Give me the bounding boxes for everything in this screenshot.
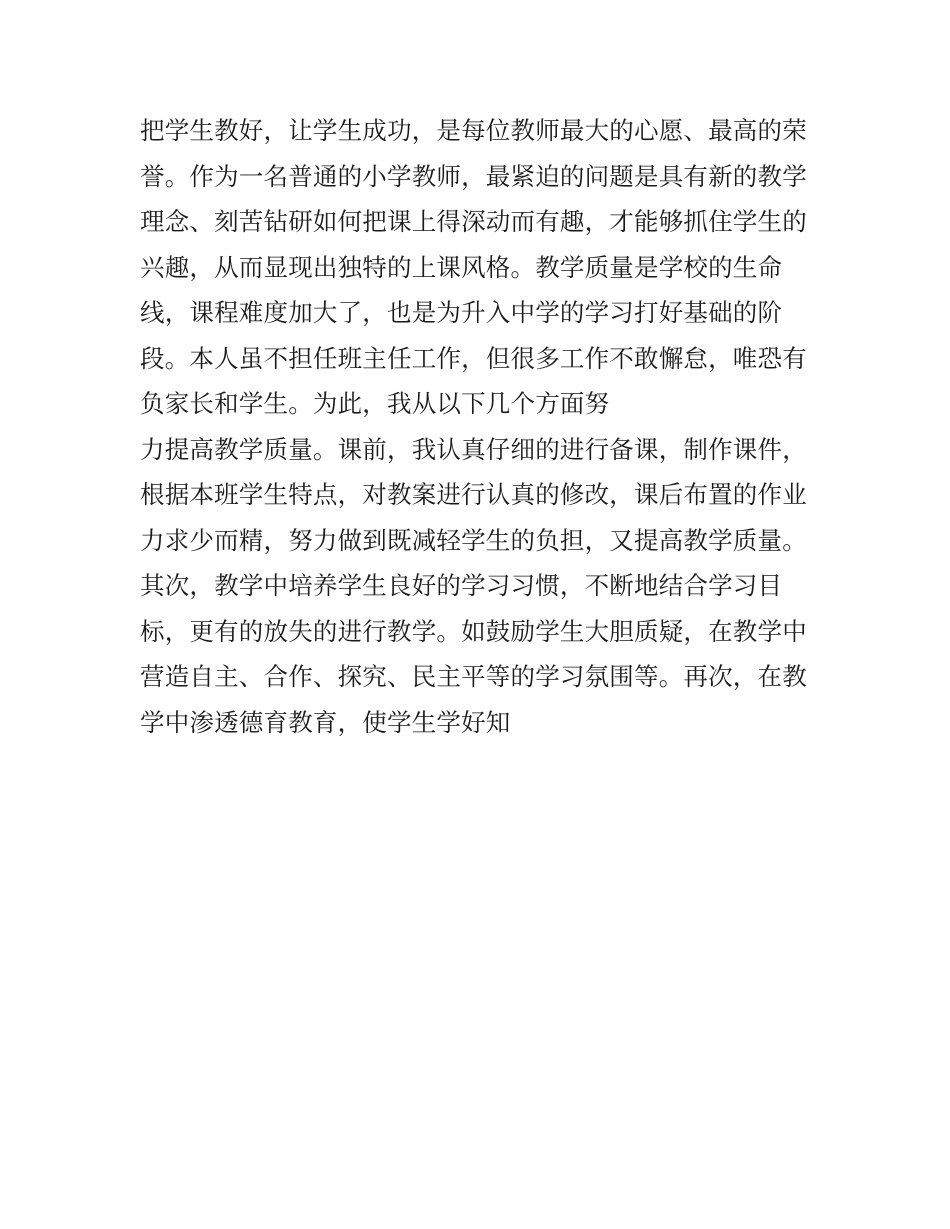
text-line: 力求少而精，努力做到既减轻学生的负担，又提高教学质量。 <box>140 525 807 555</box>
text-line: 力提高教学质量。课前，我认真仔细的进行备课，制作课件， <box>140 434 807 464</box>
text-line: 誉。作为一名普通的小学教师，最紧迫的问题是具有新的教学 <box>140 161 807 191</box>
text-line: 把学生教好，让学生成功，是每位教师最大的心愿、最高的荣 <box>140 116 807 145</box>
text-line: 兴趣，从而显现出独特的上课风格。教学质量是学校的生命 <box>140 252 783 282</box>
text-line: 学中渗透德育教育，使学生学好知 <box>140 707 511 737</box>
text-line: 段。本人虽不担任班主任工作，但很多工作不敢懈怠，唯恐有 <box>140 343 807 373</box>
text-line: 负家长和学生。为此，我从以下几个方面努 <box>140 389 610 418</box>
text-line: 线，课程难度加大了，也是为升入中学的学习打好基础的阶 <box>140 298 783 327</box>
text-line: 根据本班学生特点，对教案进行认真的修改，课后布置的作业 <box>140 480 807 509</box>
text-line: 理念、刻苦钻研如何把课上得深动而有趣，才能够抓住学生的 <box>140 207 807 236</box>
text-line: 标，更有的放失的进行教学。如鼓励学生大胆质疑，在教学中 <box>140 616 807 646</box>
body-text <box>140 108 820 745</box>
text-line: 其次，教学中培养学生良好的学习习惯，不断地结合学习目 <box>140 571 783 600</box>
text-line: 营造自主、合作、探究、民主平等的学习氛围等。再次，在教 <box>140 662 807 691</box>
